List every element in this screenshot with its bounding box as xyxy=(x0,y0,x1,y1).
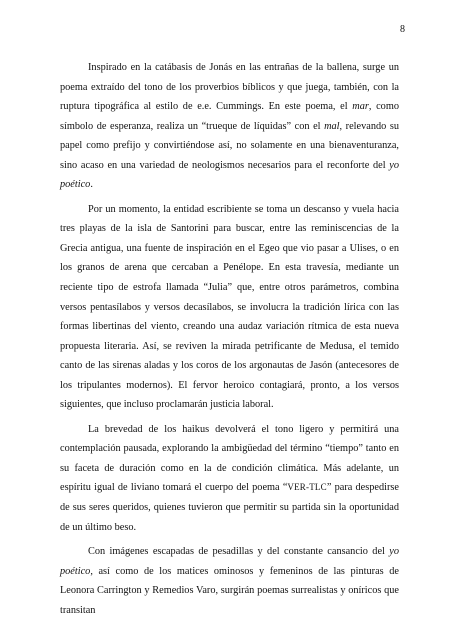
paragraph-1 xyxy=(60,58,399,195)
text-run: . xyxy=(90,179,93,191)
paragraph-4 xyxy=(60,542,399,620)
text-run: , como símbolo de esperanza, realiza un “trueque de líquidas” con el xyxy=(60,101,399,132)
text-run: Con imágenes escapadas de pesadillas y del constante cansancio del xyxy=(88,546,390,558)
italic-term: yo poético xyxy=(60,546,399,577)
body-text xyxy=(60,58,399,620)
text-run: La brevedad de los haikus devolverá el tono ligero y permitirá una contemplación pausada, explorando la ambigüedad del término “tiempo” tanto en su faceta de duración como en la de condición climática. Más adelante, un espíritu igual de liviano tomará el cuerpo del poema “ xyxy=(60,423,399,494)
text-run: Por un momento, la entidad escribiente se toma un descanso y vuela hacia tres playas de la isla de Santorini para buscar, entre las reminiscencias de la Grecia antigua, una fuente de inspiración en el Egeo que vio pasar a Ulises, o en los granos de arena que cercaban a Penélope. En esta travesía, mediante un reciente tipo de estrofa llamada “Julia” que, entre otros parámetros, combina versos pentasílabos y versos decasílabos, se involucra la tradición lírica con las formas libertinas del viento, creando una audaz variación rítmica de esta nueva propuesta literaria. Así, se reviven la mirada petrificante de Medusa, el temido canto de las sirenas aladas y los coros de los argonautas de Jasón (antecesores de los tripulantes modernos). El fervor heroico contagiará, pronto, a los versos siguientes, que incluso proclamarán justicia laboral. xyxy=(60,203,399,411)
text-run: , relevando su papel como prefijo y convirtiéndose así, no solamente en una bienaventuranza, sino acaso en una variedad de neologismos necesarios para el reconforte del xyxy=(60,120,399,171)
paragraph-2 xyxy=(60,200,399,415)
text-run: ” para despedirse de sus seres queridos, quienes tuvieron que permitir su partida sin la oportunidad de un último beso. xyxy=(60,482,399,533)
poem-title: VER-TLC xyxy=(287,482,327,493)
italic-term: yo poético xyxy=(60,159,399,191)
italic-term: mal xyxy=(324,120,340,132)
text-run: Inspirado en la catábasis de Jonás en las entrañas de la ballena, surge un poema extraído del tono de los proverbios bíblicos y que juega, también, con la ruptura tipográfica al estilo de e.e. Cummings. En este poema, el xyxy=(60,62,399,113)
italic-term: mar xyxy=(352,101,369,113)
page-number: 8 xyxy=(400,24,405,35)
paragraph-3 xyxy=(60,420,399,537)
text-run: , así como de los matices ominosos y femeninos de las pinturas de Leonora Carrington y Remedios Varo, surgirán poemas surrealistas y oníricos que transitan xyxy=(60,565,399,616)
